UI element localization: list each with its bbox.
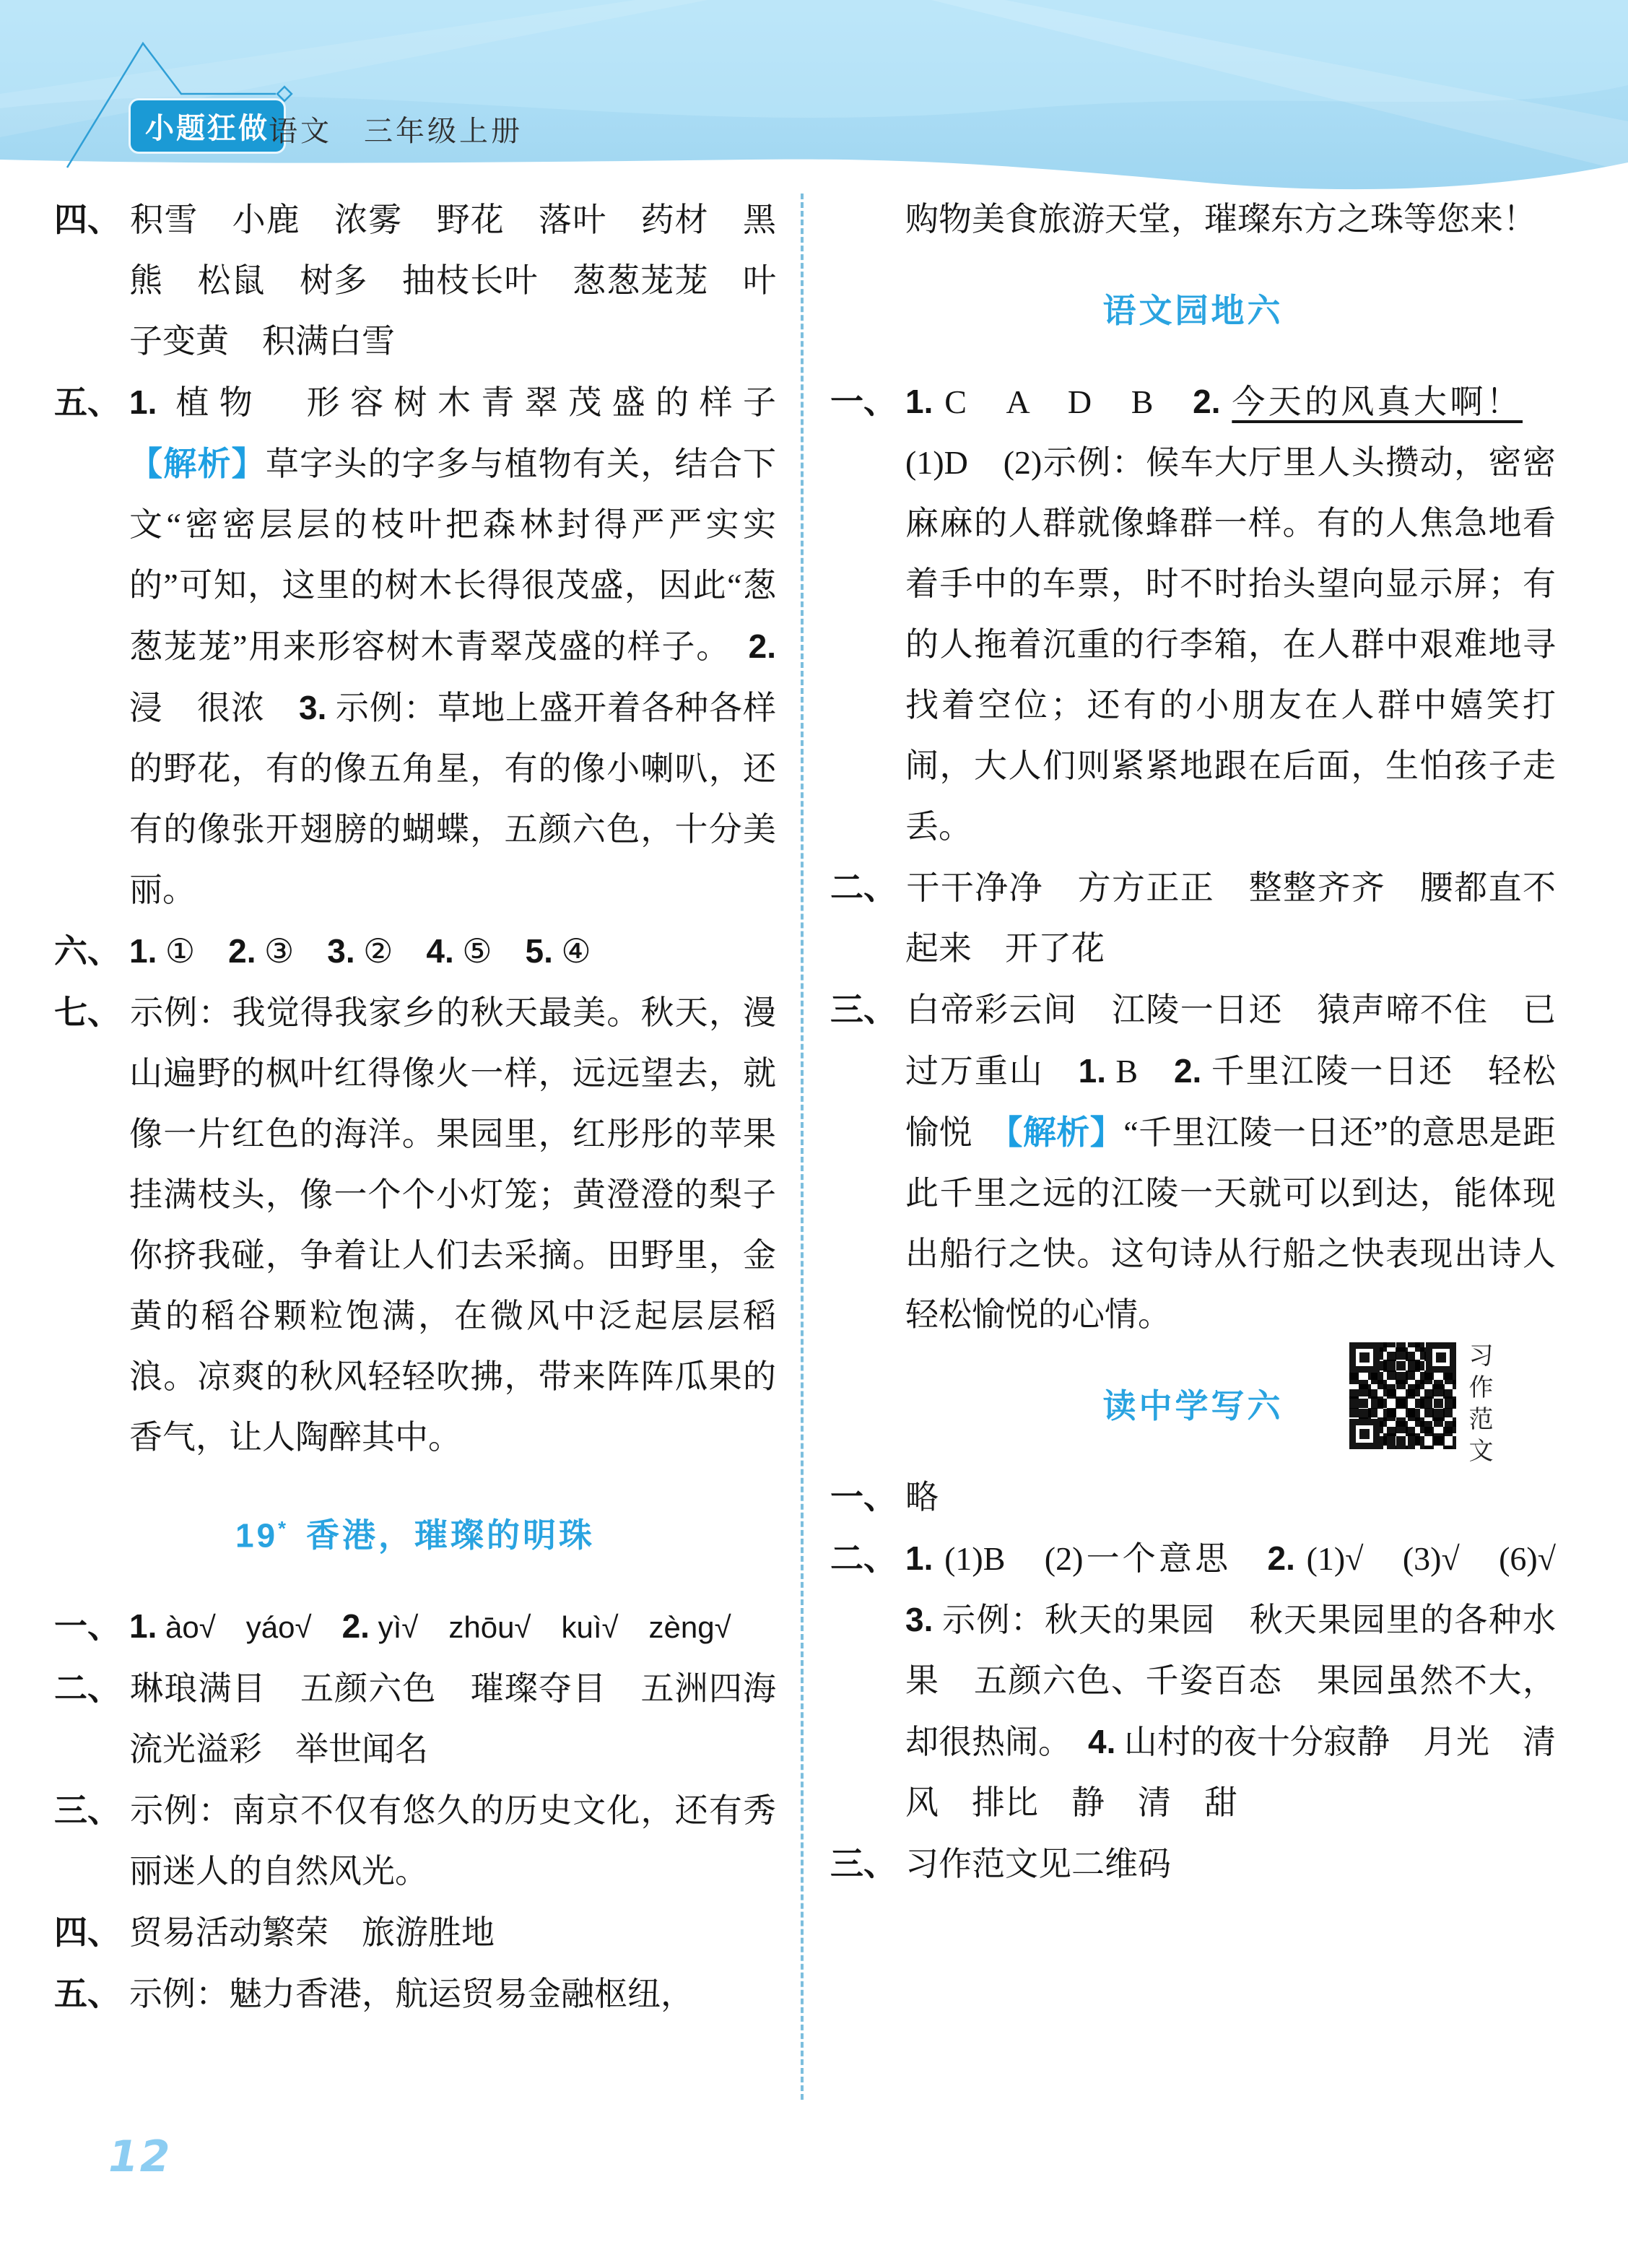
text-segment: 山村的夜十分寂静 月光 清风 排比 静 清 甜 [905, 1724, 1557, 1821]
answer-item-4 [54, 189, 776, 372]
answer-item-2 [54, 1658, 809, 1780]
answer-item-r1 [830, 371, 1556, 857]
read-write-six-heading [830, 1342, 1556, 1469]
qr-caption: 习作范文 [1465, 1342, 1492, 1469]
text-segment: 千里江陵一日还 轻松愉悦 [905, 1053, 1557, 1151]
right-column [830, 189, 1589, 1895]
item-marker: 一、 [54, 1607, 121, 1646]
item-marker: 二、 [830, 1539, 897, 1577]
answer-item-7 [54, 982, 776, 1468]
answer-item-4b [54, 1902, 776, 1963]
item-marker: 五、 [54, 1975, 121, 2013]
text-segment: 1. [905, 1539, 933, 1577]
answer-item-r4 [830, 1467, 1556, 1528]
text-segment: 示例：我觉得我家乡的秋天最美。秋天，漫山遍野的枫叶红得像火一样，远远望去，就像一片红色的海洋。果园里，红彤彤的苹果挂满枝头，像一个个小灯笼；黄澄澄的梨子你挤我碰，争着让人们去采摘。田野里，金黄的稻谷颗粒饱满，在微风中泛起层层稻浪。凉爽的秋风轻轻吹拂，带来阵阵瓜果的香气，让人陶醉其中。 [129, 994, 776, 1456]
item-marker: 五、 [54, 383, 121, 421]
item-marker: 四、 [54, 1913, 121, 1952]
heading-text: 读中学写六 [1102, 1387, 1284, 1425]
text-segment: ⑤ [453, 933, 526, 970]
item-marker: 一、 [830, 1478, 897, 1516]
item-marker: 四、 [54, 201, 121, 238]
text-segment: 白帝彩云间 江陵一日还 猿声啼不住 已过万重山 [905, 991, 1556, 1090]
text-segment: 琳琅满目 五颜六色 璀璨夺目 五洲四海 流光溢彩 举世闻名 [129, 1670, 809, 1768]
text-segment: 示例：南京不仅有悠久的历史文化，还有秀丽迷人的自然风光。 [129, 1792, 776, 1890]
answer-item-r2 [830, 857, 1556, 979]
page-number: 12 [108, 2132, 172, 2182]
answer-item-3 [54, 1780, 776, 1902]
text-segment: ③ [256, 933, 328, 970]
text-segment: 2. [748, 627, 776, 665]
text-segment: 2. [341, 1607, 370, 1646]
text-segment: 2. [1267, 1539, 1295, 1577]
qr-block [1349, 1342, 1492, 1469]
text-segment: 1. [129, 932, 157, 970]
lesson-star: * [278, 1517, 290, 1539]
text-segment: 积雪 小鹿 浓雾 野花 落叶 药材 黑熊 松鼠 树多 抽枝长叶 葱葱茏茏 叶子变黄 积满白雪 [129, 201, 776, 360]
text-segment: 1. [129, 383, 157, 421]
brand-badge: 小题狂做 [129, 98, 286, 154]
text-segment: ② [354, 933, 427, 970]
text-segment: 2. [228, 932, 256, 970]
answer-item-5 [54, 372, 809, 921]
text-segment: 贸易活动繁荣 旅游胜地 [129, 1914, 495, 1952]
text-segment: 3. [905, 1601, 933, 1638]
text-segment: 4. [426, 932, 454, 970]
pinyin-segment: ào√ yáo√ [157, 1610, 342, 1645]
text-segment: (1)D (2)示例：候车大厅里人头攒动，密密麻麻的人群就像蜂群一样。有的人焦急地看着手中的车票，时不时抬头望向显示屏；有的人拖着沉重的行李箱，在人群中艰难地寻找着空位；还有的小朋友在人群中嬉笑打闹，大人们则紧紧地跟在后面，生怕孩子走丢。 [905, 383, 1557, 845]
text-segment: 1. [129, 1607, 157, 1646]
text-segment: “千里江陵一日还”的意思是距此千里之远的江陵一天就可以到达，能体现出船行之快。这句诗从行船之快表现出诗人轻松愉悦的心情。 [905, 1114, 1557, 1333]
lesson-number: 19 [235, 1516, 279, 1555]
column-divider [801, 194, 804, 2100]
text-segment: 1. [905, 383, 933, 420]
qr-code [1349, 1342, 1456, 1449]
answer-item-r5 [830, 1528, 1589, 1833]
text-segment: 5. [525, 932, 553, 970]
text-segment: 3. [299, 689, 327, 726]
item-marker: 二、 [830, 869, 897, 906]
text-segment: 示例：草地上盛开着各种各样的野花，有的像五角星，有的像小喇叭，还有的像张开翅膀的蝴蝶，五颜六色，十分美丽。 [129, 690, 777, 908]
item-marker: 三、 [54, 1791, 121, 1830]
page-header [0, 0, 1628, 217]
item-marker: 三、 [830, 991, 897, 1028]
text-segment: 2. [1173, 1052, 1202, 1090]
text-segment: 示例：魅力香港，航运贸易金融枢纽， [129, 1976, 694, 2013]
answer-item-1 [54, 1596, 776, 1658]
qr-finder-icon [1426, 1342, 1456, 1373]
text-segment: 4. [1088, 1723, 1116, 1760]
text-segment [1221, 383, 1232, 420]
text-segment: 习作范文见二维码 [905, 1846, 1171, 1882]
left-column [54, 189, 809, 2025]
text-segment: 1. [1078, 1052, 1106, 1090]
text-segment: 干干净净 方方正正 整整齐齐 腰都直不起来 开了花 [905, 869, 1556, 967]
text-segment: ④ [552, 933, 591, 970]
item-marker: 七、 [54, 994, 121, 1031]
text-segment: 3. [327, 932, 355, 970]
item-marker: 一、 [830, 383, 897, 420]
item-marker: 六、 [54, 932, 121, 970]
item-marker: 二、 [54, 1669, 121, 1708]
text-segment: 植物 形容树木青翠茂盛的样子 [157, 384, 809, 421]
answer-item-r6 [830, 1833, 1556, 1895]
answer-item-6 [54, 921, 776, 982]
text-segment: 示例：秋天的果园 秋天果园里的各种水果 五颜六色、千姿百态 果园虽然不大，却很热闹。 [905, 1602, 1556, 1760]
text-segment: (1)√ (3)√ (6)√ [1294, 1540, 1589, 1577]
text-segment: (1)B (2)一个意思 [933, 1540, 1268, 1577]
text-segment: 购物美食旅游天堂，璀璨东方之珠等您来！ [905, 201, 1536, 238]
lesson-title: 香港，璀璨的明珠 [306, 1516, 596, 1555]
text-segment: 浸 很浓 [129, 690, 300, 726]
item-marker: 三、 [830, 1845, 897, 1882]
text-segment: ① [157, 933, 229, 970]
text-segment: 草字头的字多与植物有关，结合下文“密密层层的枝叶把森林封得严严实实的”可知，这里的树木长得很茂盛，因此“葱葱茏茏”用来形容树木青翠茂盛的样子。 [129, 446, 777, 665]
text-segment: 略 [905, 1479, 939, 1516]
garden-six-heading: 语文园地六 [1102, 292, 1284, 329]
analysis-label: 【解析】 [1006, 1113, 1124, 1151]
continuation-text [830, 189, 1556, 250]
lesson-19-heading [54, 1498, 776, 1565]
text-segment: C A D B [933, 383, 1193, 420]
text-segment: 2. [1193, 383, 1221, 420]
underlined-sentence: 今天的风真大啊！ [1232, 383, 1523, 420]
qr-finder-icon [1349, 1419, 1380, 1449]
subject-title: 语文 三年级上册 [269, 116, 523, 147]
qr-finder-icon [1349, 1342, 1380, 1373]
pinyin-segment: yì√ zhōu√ kuì√ zèng√ [369, 1610, 731, 1645]
answer-item-5b [54, 1963, 776, 2025]
answer-item-r3 [830, 979, 1556, 1345]
analysis-label: 【解析】 [129, 445, 266, 482]
text-segment: B [1105, 1053, 1174, 1090]
